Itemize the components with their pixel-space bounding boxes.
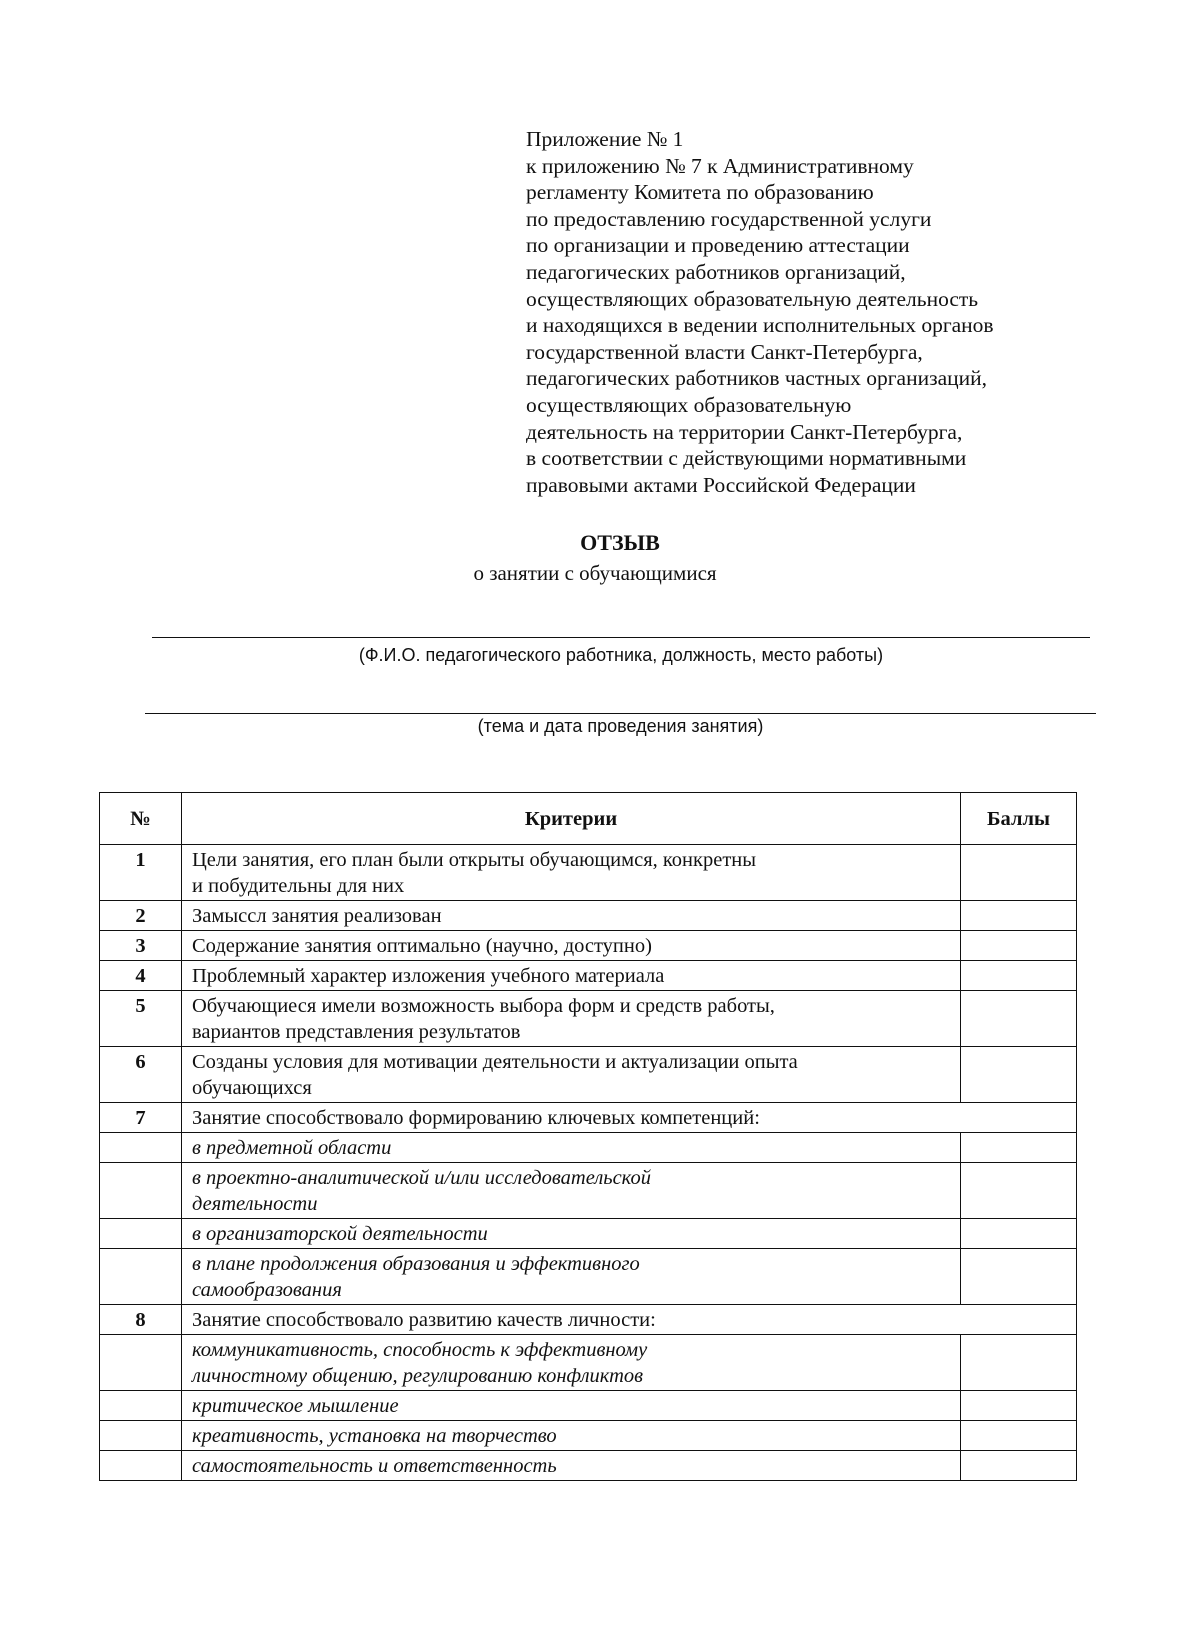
header-line: по организации и проведению аттестации <box>526 233 910 258</box>
score-cell[interactable] <box>961 1133 1077 1163</box>
criteria-table <box>99 792 1077 1481</box>
sub-criterion-text: коммуникативность, способность к эффективному личностному общению, регулированию конфликтов <box>182 1335 961 1391</box>
header-line: педагогических работников организаций, <box>526 259 906 284</box>
header-line: и находящихся в ведении исполнительных органов <box>526 313 994 338</box>
table-row <box>100 1305 1077 1335</box>
table-row <box>100 1047 1077 1103</box>
table-row <box>100 1133 1077 1163</box>
header-line: осуществляющих образовательную деятельность <box>526 286 979 311</box>
score-cell[interactable] <box>961 845 1077 901</box>
score-cell[interactable] <box>961 1047 1077 1103</box>
header-line: осуществляющих образовательную <box>526 392 852 417</box>
row-number: 7 <box>100 1103 182 1133</box>
table-row <box>100 991 1077 1047</box>
header-line: в соответствии с действующими нормативными <box>526 446 967 471</box>
row-number <box>100 1391 182 1421</box>
header-line: Приложение № 1 <box>526 127 684 151</box>
row-number: 1 <box>100 845 182 901</box>
table-row <box>100 1163 1077 1219</box>
row-number <box>100 1133 182 1163</box>
header-line: педагогических работников частных организаций, <box>526 366 988 391</box>
table-row <box>100 845 1077 901</box>
table-row <box>100 1451 1077 1481</box>
table-row <box>100 1391 1077 1421</box>
criterion-text: Занятие способствовало развитию качеств личности: <box>182 1305 1077 1335</box>
row-number: 6 <box>100 1047 182 1103</box>
criterion-text: Проблемный характер изложения учебного материала <box>182 961 961 991</box>
row-number <box>100 1219 182 1249</box>
header-line: деятельность на территории Санкт-Петербурга, <box>526 419 963 444</box>
teacher-fill-line <box>152 637 1090 638</box>
topic-caption: (тема и дата проведения занятия) <box>477 716 764 736</box>
score-cell[interactable] <box>961 1335 1077 1391</box>
score-cell[interactable] <box>961 1391 1077 1421</box>
score-cell[interactable] <box>961 961 1077 991</box>
header-score: Баллы <box>961 793 1077 845</box>
row-number <box>100 1451 182 1481</box>
header-line: регламенту Комитета по образованию <box>526 180 874 205</box>
table-row <box>100 1335 1077 1391</box>
score-cell[interactable] <box>961 1421 1077 1451</box>
criterion-text: Замыссл занятия реализован <box>182 901 961 931</box>
header-line: государственной власти Санкт-Петербурга, <box>526 339 923 364</box>
sub-criterion-text: в предметной области <box>182 1133 961 1163</box>
sub-criterion-text: креативность, установка на творчество <box>182 1421 961 1451</box>
table-row <box>100 961 1077 991</box>
score-cell[interactable] <box>961 931 1077 961</box>
document-subtitle: о занятии с обучающимися <box>473 561 717 585</box>
row-number <box>100 1335 182 1391</box>
score-cell[interactable] <box>961 901 1077 931</box>
score-cell[interactable] <box>961 991 1077 1047</box>
sub-criterion-text: критическое мышление <box>182 1391 961 1421</box>
criterion-text: Занятие способствовало формированию ключевых компетенций: <box>182 1103 1077 1133</box>
row-number: 8 <box>100 1305 182 1335</box>
sub-criterion-text: в организаторской деятельности <box>182 1219 961 1249</box>
table-row <box>100 901 1077 931</box>
criterion-text: Обучающиеся имели возможность выбора форм и средств работы, вариантов представления результатов <box>182 991 961 1047</box>
row-number: 2 <box>100 901 182 931</box>
criteria-table-body <box>100 845 1077 1481</box>
sub-criterion-text: в проектно-аналитической и/или исследовательской деятельности <box>182 1163 961 1219</box>
score-cell[interactable] <box>961 1219 1077 1249</box>
header-num: № <box>100 793 182 845</box>
criterion-text: Содержание занятия оптимально (научно, доступно) <box>182 931 961 961</box>
table-row <box>100 1249 1077 1305</box>
criterion-text: Созданы условия для мотивации деятельности и актуализации опыта обучающихся <box>182 1047 961 1103</box>
table-row <box>100 1219 1077 1249</box>
header-line: к приложению № 7 к Административному <box>526 153 914 178</box>
appendix-header <box>526 126 1086 498</box>
topic-fill-line <box>145 713 1096 714</box>
sub-criterion-text: в плане продолжения образования и эффективного самообразования <box>182 1249 961 1305</box>
sub-criterion-text: самостоятельность и ответственность <box>182 1451 961 1481</box>
row-number: 3 <box>100 931 182 961</box>
criterion-text: Цели занятия, его план были открыты обучающимся, конкретны и побудительны для них <box>182 845 961 901</box>
table-row <box>100 1103 1077 1133</box>
row-number <box>100 1249 182 1305</box>
score-cell[interactable] <box>961 1451 1077 1481</box>
table-row <box>100 931 1077 961</box>
table-header-row <box>100 793 1077 845</box>
header-line: правовыми актами Российской Федерации <box>526 472 916 497</box>
header-line: по предоставлению государственной услуги <box>526 206 932 231</box>
table-row <box>100 1421 1077 1451</box>
header-criteria: Критерии <box>182 793 961 845</box>
row-number: 5 <box>100 991 182 1047</box>
row-number <box>100 1421 182 1451</box>
document-title: ОТЗЫВ <box>580 530 660 555</box>
score-cell[interactable] <box>961 1249 1077 1305</box>
teacher-caption: (Ф.И.О. педагогического работника, должность, место работы) <box>358 645 884 665</box>
row-number <box>100 1163 182 1219</box>
row-number: 4 <box>100 961 182 991</box>
score-cell[interactable] <box>961 1163 1077 1219</box>
